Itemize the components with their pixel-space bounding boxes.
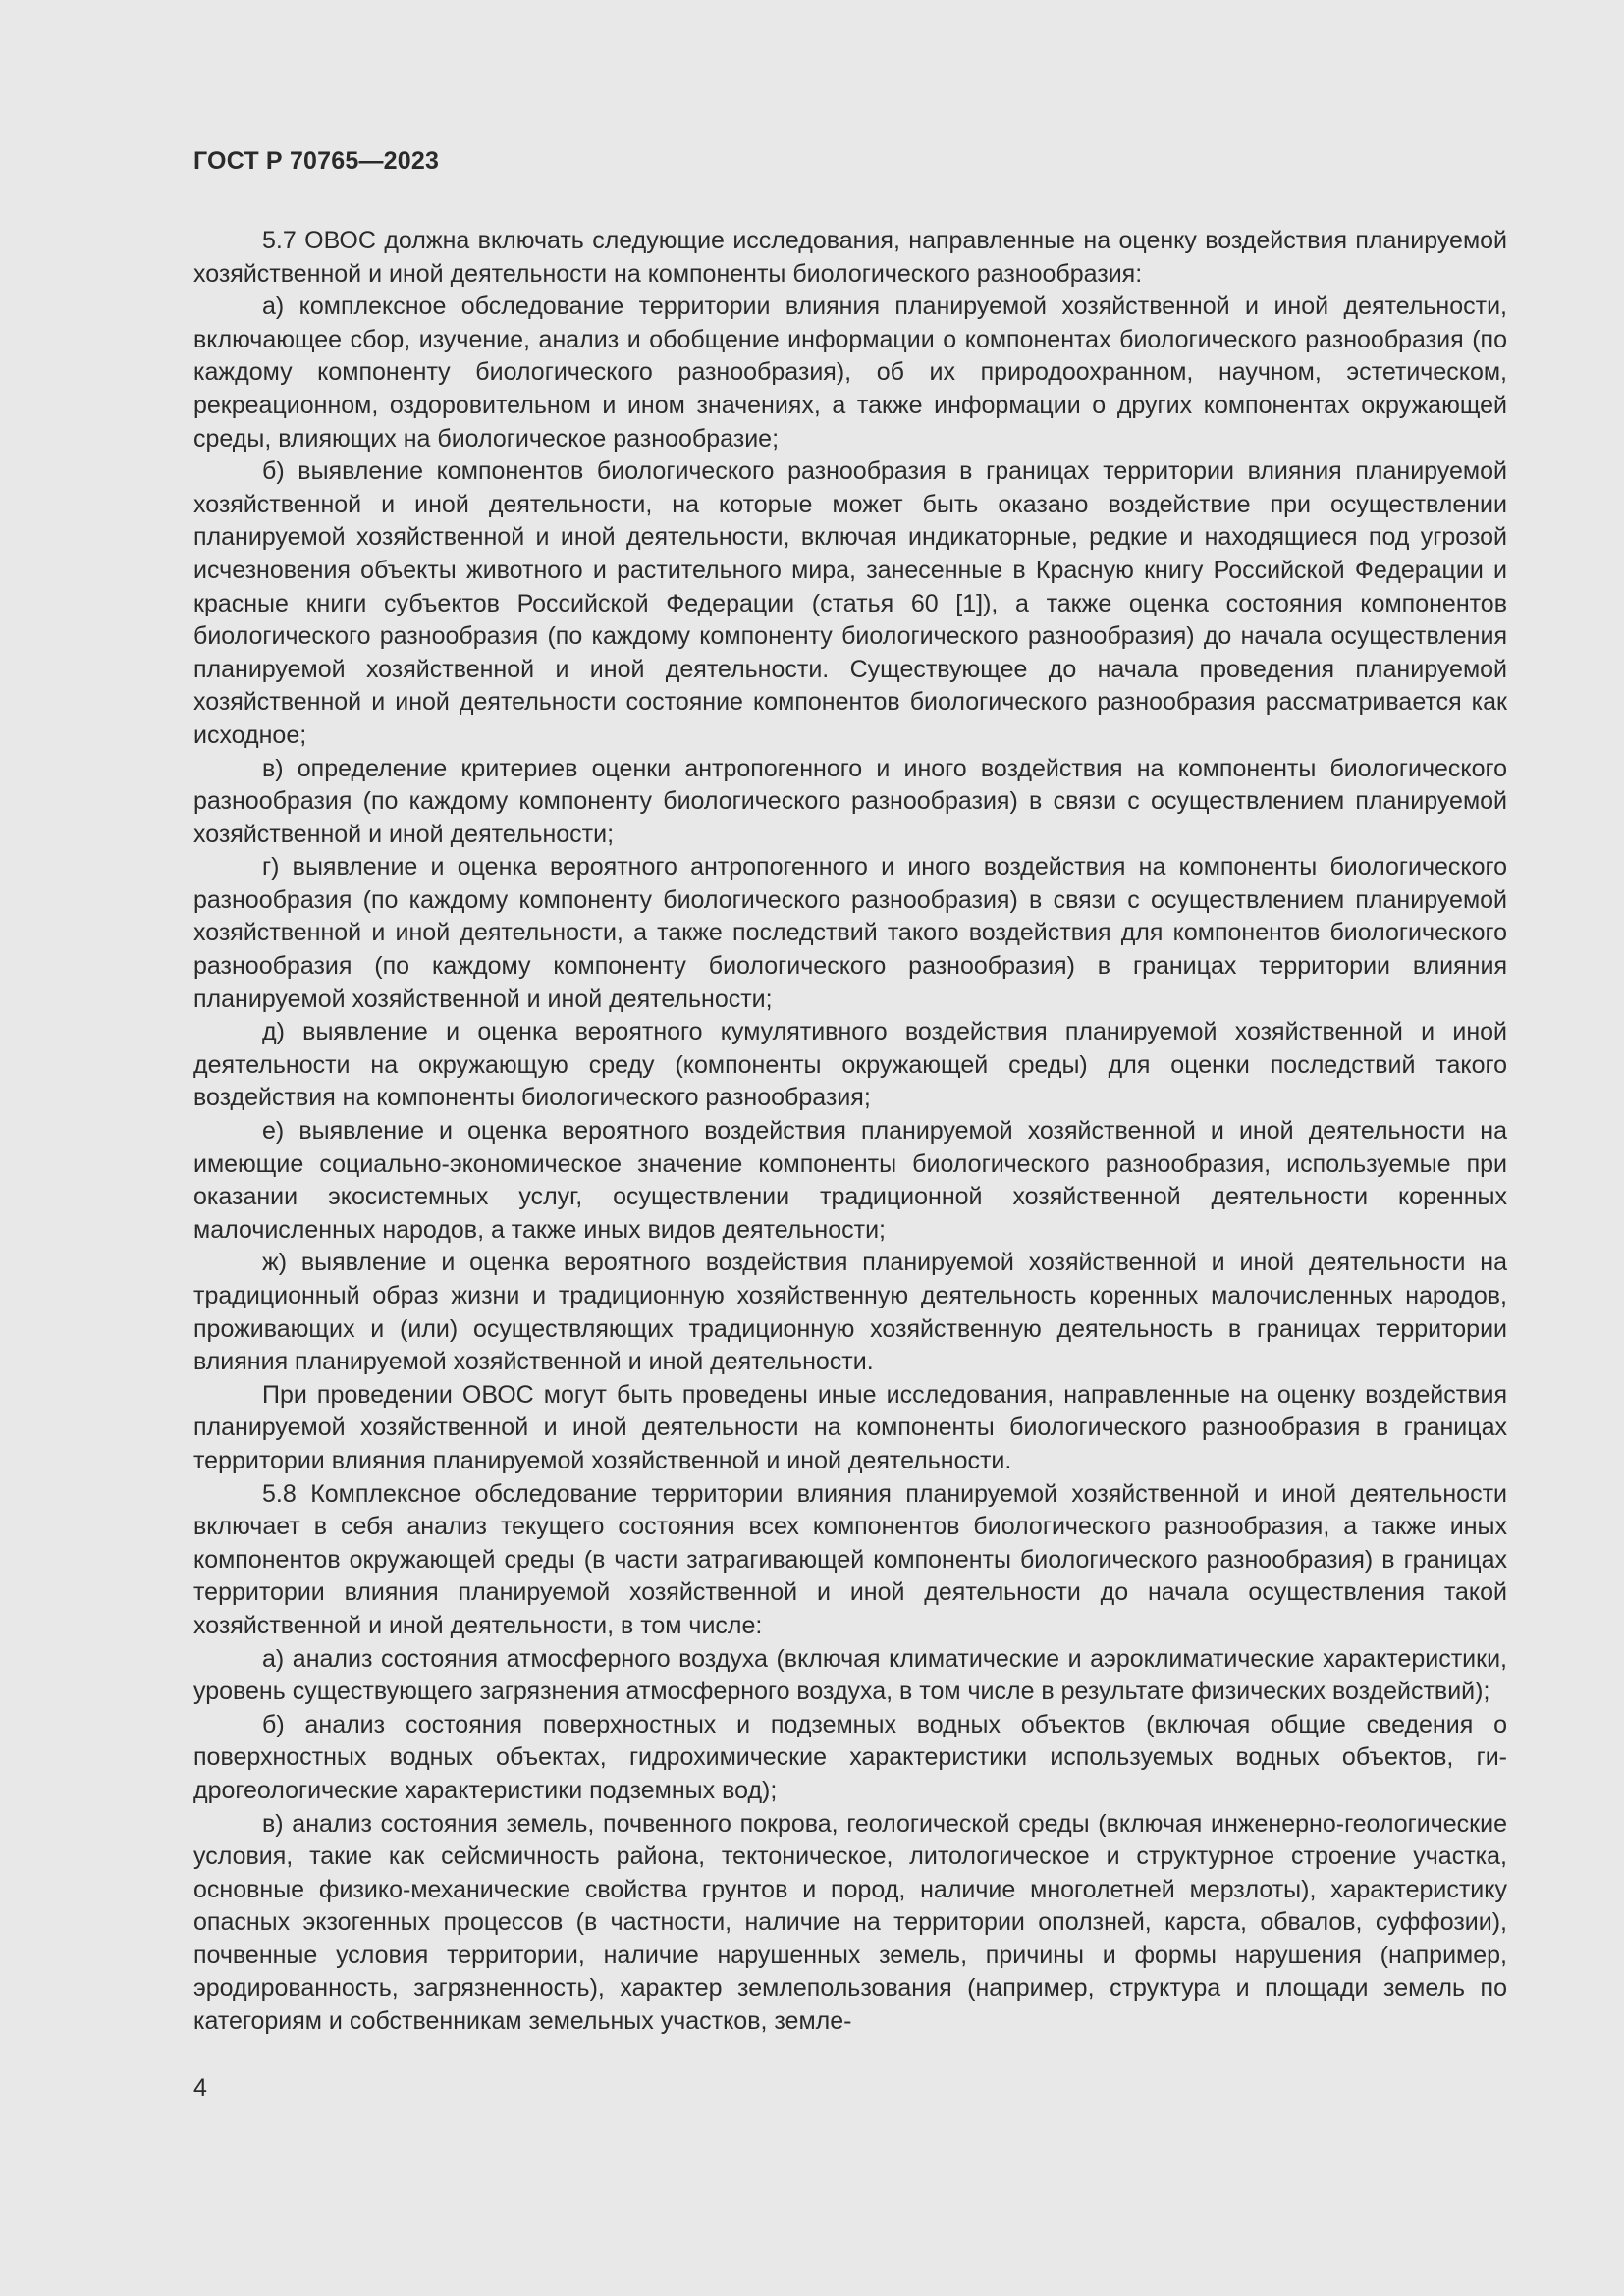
document-body bbox=[193, 225, 1507, 2039]
paragraph-5-7-zh: ж) выявление и оценка вероятного воздействия планируемой хозяйственной и иной деятельности на традиционный образ жизни и традиционную хозяйственную деятельность коренных малочисленных народов, проживающих и (или) осуществляющих традиционную хозяйственную деятельность в границах территории влияния планируемой хозяйственной и иной деятельности. bbox=[193, 1249, 1507, 1376]
paragraph-5-7-other-studies: При проведении ОВОС могут быть проведены иные исследования, направленные на оценку воздействия планируемой хозяйственной и иной деятельности на компоненты биологического разнообразия в границах территории влияния планируемой хозяйственной и иной деятельности. bbox=[193, 1380, 1507, 1474]
paragraph-5-7-b: б) выявление компонентов биологического разнообразия в границах территории влияния планируемой хозяйственной и иной деятельности, на которые может быть оказано воздействие при осуществлении планируемой хозяйственной и иной деятельности, включая индикаторные, редкие и находящиеся под угрозой исчезновения объекты животного и растительного мира, занесенные в Красную книгу Российской Федерации и красные книги субъектов Российской Федерации (статья 60 [1]), а также оценка состояния компонентов биологического разнообразия (по каждому компоненту биологического разнообразия) до начала осуществления планируемой хозяйственной и иной деятельности. Существующее до начала проведения планируемой хозяйственной и иной деятельности состояние компонентов биологического разнообразия рассматривается как исходное; bbox=[193, 457, 1507, 749]
paragraph-5-7-g: г) выявление и оценка вероятного антропогенного и иного воздействия на компоненты биологического разнообразия (по каждому компоненту биологического разнообразия) в связи с осуществлением планируемой хозяйственной и иной деятельности, а также последствий такого воздействия для компонентов биологического разнообразия (по каждому компоненту биологического разнообразия) в границах территории влияния планируемой хозяйственной и иной деятельности; bbox=[193, 853, 1507, 1013]
paragraph-5-7-v: в) определение критериев оценки антропогенного и иного воздействия на компоненты биологического разнообразия (по каждому компоненту биологического разнообразия) в связи с осуществлением планируемой хозяйственной и иной деятельности; bbox=[193, 754, 1507, 848]
paragraph-5-7: 5.7 ОВОС должна включать следующие исследования, направленные на оценку воздействия планируемой хозяйственной и иной деятельности на компоненты биологического разнообразия: bbox=[193, 227, 1507, 288]
document-code-header: ГОСТ Р 70765—2023 bbox=[193, 147, 440, 175]
paragraph-5-7-a: а) комплексное обследование территории влияния планируемой хозяйственной и иной деятельности, включающее сбор, изучение, анализ и обобщение информации о компонентах биологического разнообразия (по каждому компоненту биологического разнообразия), об их природоохранном, научном, эстетическом, рекреационном, оздоровительном и ином значениях, а также информации о других компонентах окружающей среды, влияющих на биологическое разнообразие; bbox=[193, 293, 1507, 453]
paragraph-5-8: 5.8 Комплексное обследование территории влияния планируемой хозяйственной и иной деятельности включает в себя анализ текущего состояния всех компонентов биологического разнообразия, а также иных компонентов окружающей среды (в части затрагивающей компоненты биологического разнообразия) в границах территории влияния планируемой хозяйственной и иной деятельности до начала осуществления такой хозяйственной и иной деятельности, в том числе: bbox=[193, 1479, 1507, 1639]
paragraph-5-8-a: а) анализ состояния атмосферного воздуха (включая климатические и аэроклиматические характеристики, уровень существующего загрязнения атмосферного воздуха, в том числе в результате физических воздействий); bbox=[193, 1644, 1507, 1706]
paragraph-5-7-e: е) выявление и оценка вероятного воздействия планируемой хозяйственной и иной деятельности на имеющие социально-экономическое значение компоненты биологического разнообразия, используемые при оказании экосистемных услуг, осуществлении традиционной хозяйственной деятельности коренных малочисленных народов, а также иных видов деятельности; bbox=[193, 1117, 1507, 1244]
paragraph-5-7-d: д) выявление и оценка вероятного кумулятивного воздействия планируемой хозяйственной и иной деятельности на окружающую среду (компоненты окружающей среды) для оценки последствий такого воздействия на компоненты биологического разнообразия; bbox=[193, 1018, 1507, 1112]
paragraph-5-8-b: б) анализ состояния поверхностных и подземных водных объектов (включая общие сведения о поверхностных водных объектах, гидрохимические характеристики используемых водных объектов, гидрогеологические характеристики подземных вод); bbox=[193, 1710, 1507, 1804]
paragraph-5-8-v: в) анализ состояния земель, почвенного покрова, геологической среды (включая инженерно-геологические условия, такие как сейсмичность района, тектоническое, литологическое и структурное строение участка, основные физико-механические свойства грунтов и пород, наличие многолетней мерзлоты), характеристику опасных экзогенных процессов (в частности, наличие на территории оползней, карста, обвалов, суффозии), почвенные условия территории, наличие нарушенных земель, причины и формы нарушения (например, эродированность, загрязненность), характер землепользования (например, структура и площади земель по категориям и собственникам земельных участков, земле- bbox=[193, 1809, 1507, 2036]
page-number: 4 bbox=[193, 2074, 207, 2102]
